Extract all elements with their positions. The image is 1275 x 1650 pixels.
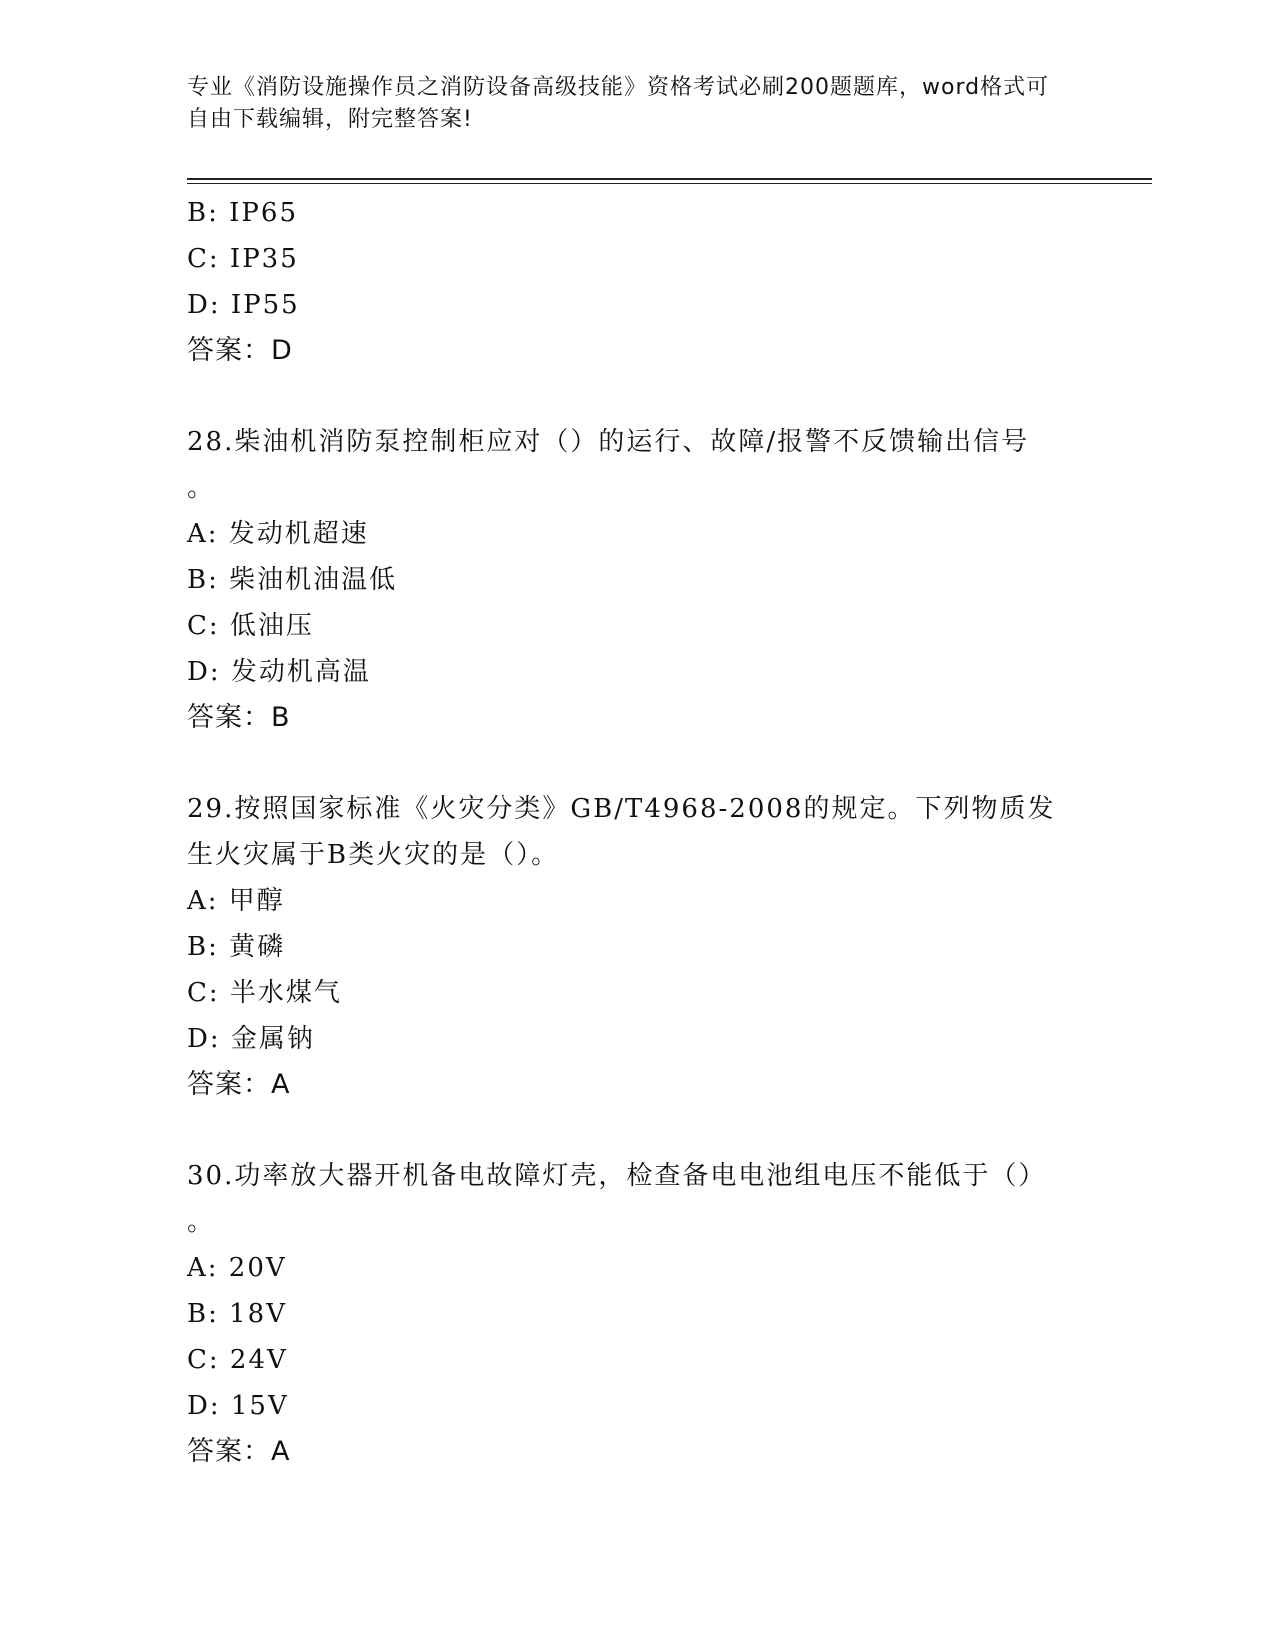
intro-block xyxy=(187,190,1087,374)
question-text-tail: 。 xyxy=(187,473,216,503)
option-a: A: 20V xyxy=(187,1253,287,1283)
option-b: B: IP65 xyxy=(187,198,298,228)
answer-line: 答案：D xyxy=(187,335,293,366)
option-c: C: 24V xyxy=(187,1345,288,1375)
option-d: D: 发动机高温 xyxy=(187,657,371,687)
question-text: 30.功率放大器开机备电故障灯壳，检查备电电池组电压不能低于（） xyxy=(187,1161,1047,1191)
question-text: 29.按照国家标准《火灾分类》GB/T4968-2008的规定。下列物质发生火灾属于B类火灾的是（）。 xyxy=(187,794,1056,870)
answer-line: 答案：A xyxy=(187,1069,291,1100)
option-b: B: 柴油机油温低 xyxy=(187,565,398,595)
option-c: C: IP35 xyxy=(187,244,299,274)
option-b: B: 18V xyxy=(187,1299,287,1329)
option-c: C: 半水煤气 xyxy=(187,978,342,1008)
header-divider-thick xyxy=(187,178,1152,180)
document-header: 专业《消防设施操作员之消防设备高级技能》资格考试必刷200题题库，word格式可自由下载编辑，附完整答案! xyxy=(187,75,1050,132)
option-d: D: 金属钠 xyxy=(187,1024,315,1054)
question-30 xyxy=(187,1153,1087,1475)
option-a: A: 发动机超速 xyxy=(187,519,369,549)
question-content xyxy=(187,190,1087,1475)
option-a: A: 甲醇 xyxy=(187,886,285,916)
question-28 xyxy=(187,419,1087,741)
option-d: D: IP55 xyxy=(187,290,300,320)
answer-line: 答案：A xyxy=(187,1436,291,1467)
question-text-tail: 。 xyxy=(187,1207,216,1237)
answer-line: 答案：B xyxy=(187,702,291,733)
question-29 xyxy=(187,786,1087,1108)
option-b: B: 黄磷 xyxy=(187,932,286,962)
header-divider-thin xyxy=(187,183,1152,184)
option-d: D: 15V xyxy=(187,1391,289,1421)
question-text: 28.柴油机消防泵控制柜应对（）的运行、故障/报警不反馈输出信号 xyxy=(187,427,1030,457)
option-c: C: 低油压 xyxy=(187,611,314,641)
